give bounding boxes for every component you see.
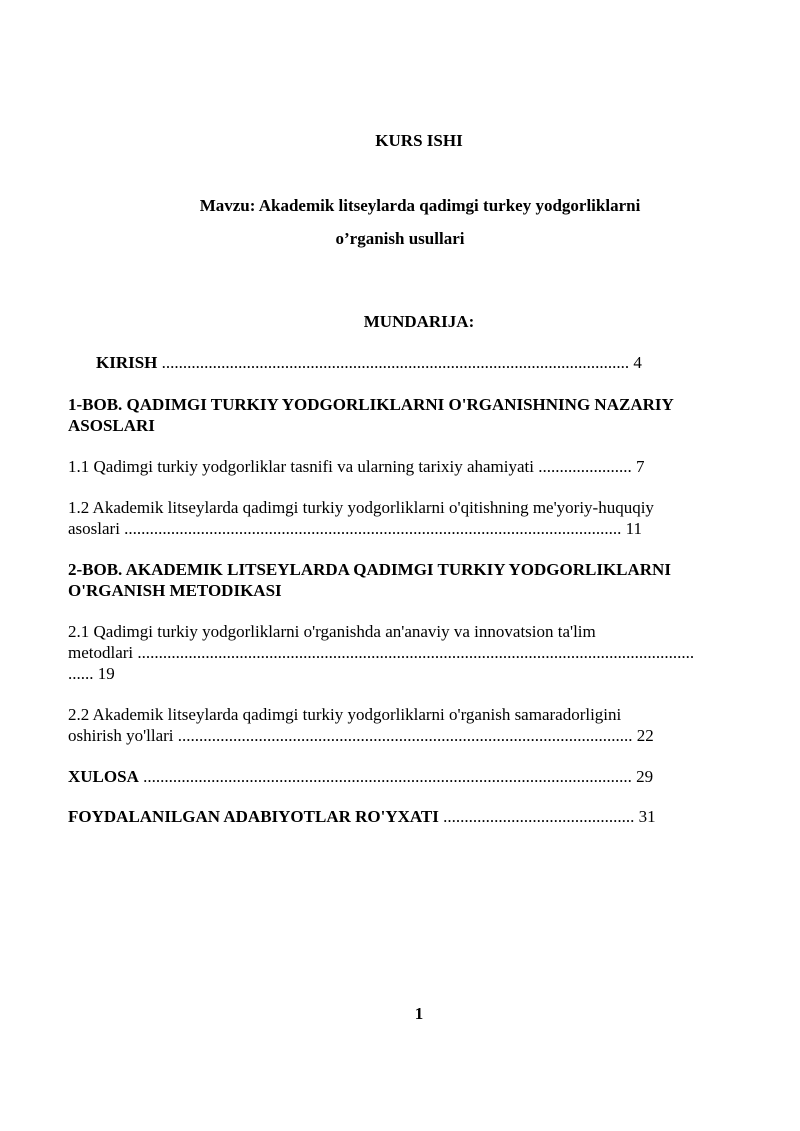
toc-section-2-2-line-2: oshirish yo'llari ........................................................................................................... 22 [68,726,654,745]
toc-section-2-1-line-1: 2.1 Qadimgi turkiy yodgorliklarni o'rganishda an'anaviy va innovatsion ta'lim [68,622,596,641]
toc-section-1-2-line-2: asoslari ..................................................................................................................... 11 [68,519,643,538]
toc-chapter-1-line-1: 1-BOB. QADIMGI TURKIY YODGORLIKLARNI O'RGANISHNING NAZARIY [68,395,674,414]
toc-entry-label: KIRISH [96,353,158,372]
toc-heading: MUNDARIJA: [363,312,475,331]
toc-entry-leader: ................................................................................................................... 29 [138,767,654,786]
toc-entry-xulosa [68,766,748,787]
toc-section-2-1-line-2: metodlari ................................................................................................................................... [68,643,695,662]
toc-entry-leader: .............................................................................................................. 4 [157,353,642,372]
toc-entry-kirish [96,352,776,373]
toc-entry-leader: ............................................. 31 [438,807,656,826]
topic-line-2: o’rganish usullari [335,229,465,248]
toc-entry-label: FOYDALANILGAN ADABIYOTLAR RO'YXATI [68,807,439,826]
toc-chapter-1-line-2: ASOSLARI [68,416,155,435]
toc-section-2-2-line-1: 2.2 Akademik litseylarda qadimgi turkiy yodgorliklarni o'rganish samaradorligini [68,705,622,724]
toc-section-2-1-line-3: ...... 19 [68,664,115,683]
toc-section-1-1: 1.1 Qadimgi turkiy yodgorliklar tasnifi va ularning tarixiy ahamiyati ...................... 7 [68,457,645,476]
toc-chapter-2-line-2: O'RGANISH METODIKASI [68,581,282,600]
topic-line-1: Mavzu: Akademik litseylarda qadimgi turkey yodgorliklarni [199,196,641,215]
toc-chapter-2-line-1: 2-BOB. AKADEMIK LITSEYLARDA QADIMGI TURKIY YODGORLIKLARNI [68,560,671,579]
toc-entry-references [68,806,748,827]
toc-section-1-2-line-1: 1.2 Akademik litseylarda qadimgi turkiy yodgorliklarni o'qitishning me'yoriy-huquqiy [68,498,654,517]
page-number: 1 [414,1004,424,1023]
toc-entry-label: XULOSA [68,767,139,786]
document-title: KURS ISHI [375,131,463,150]
